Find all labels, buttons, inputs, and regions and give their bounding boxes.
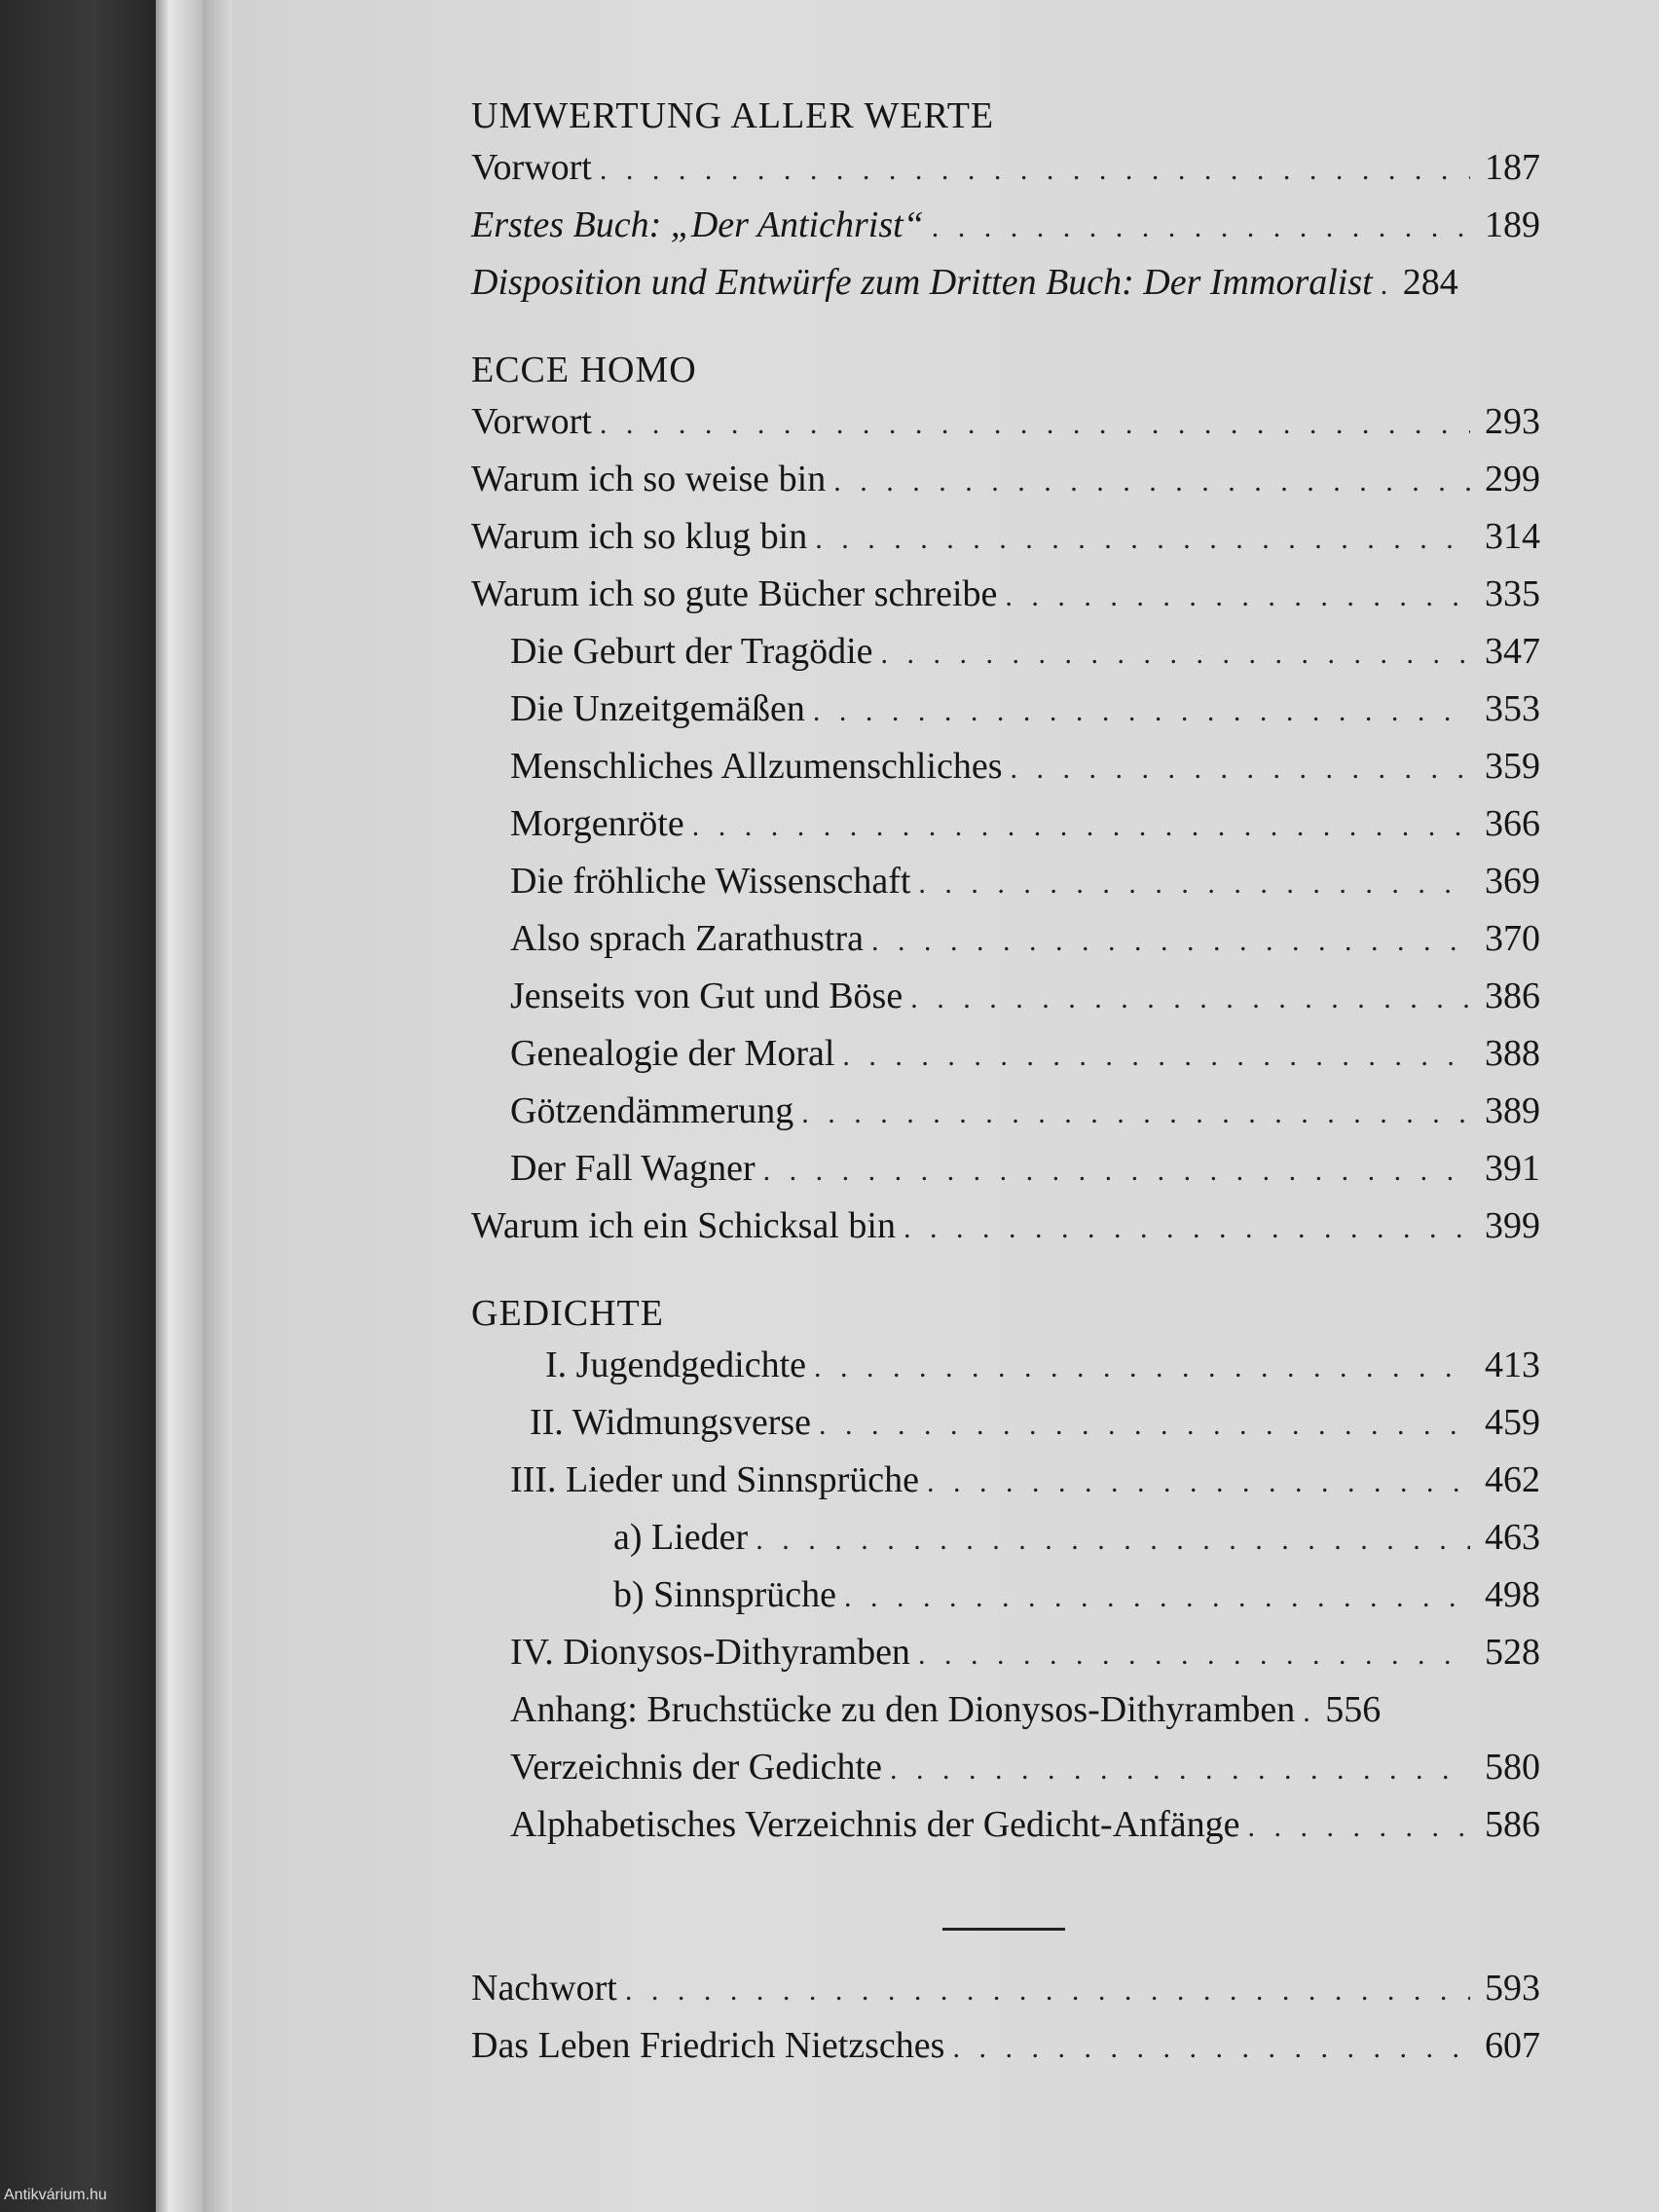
entry-page: 388 <box>1485 1033 1540 1074</box>
entry-title: Die Unzeitgemäßen <box>510 688 805 729</box>
entry-page: 284 <box>1402 262 1458 303</box>
leader-dots <box>890 1753 1470 1787</box>
toc-entry <box>471 745 1540 802</box>
entry-page: 359 <box>1485 746 1540 787</box>
section-heading: GEDICHTE <box>471 1293 664 1334</box>
entry-title: Warum ich so weise bin <box>471 459 827 499</box>
table-of-contents <box>471 86 1540 1861</box>
entry-title: IV. Dionysos-Dithyramben <box>510 1632 910 1673</box>
section-heading: UMWERTUNG ALLER WERTE <box>471 95 995 136</box>
leader-dots <box>815 523 1470 556</box>
leader-dots <box>756 1524 1470 1557</box>
toc-entry <box>471 1089 1540 1147</box>
watermark: Antikvárium.hu <box>4 2187 107 2203</box>
entry-title: Nachwort <box>471 1968 617 2009</box>
entry-page: 347 <box>1485 631 1540 672</box>
entry-page: 586 <box>1485 1804 1540 1845</box>
leader-dots <box>842 1040 1470 1073</box>
toc-entry <box>471 203 1540 261</box>
entry-title: Die Geburt der Tragödie <box>510 631 873 672</box>
toc-entry <box>471 1967 1540 2024</box>
entry-page: 498 <box>1485 1574 1540 1615</box>
page-edge <box>156 0 203 2212</box>
entry-page: 366 <box>1485 803 1540 844</box>
entry-title: Jenseits von Gut und Böse <box>510 976 903 1016</box>
leader-dots <box>625 1974 1470 2008</box>
entry-page: 459 <box>1485 1402 1540 1443</box>
toc-entry <box>471 917 1540 975</box>
toc-entry <box>471 975 1540 1032</box>
leader-dots <box>881 638 1470 671</box>
toc-entry <box>471 1401 1540 1458</box>
entry-page: 593 <box>1485 1968 1540 2009</box>
section-gap <box>471 1262 1540 1283</box>
leader-dots <box>819 1409 1470 1442</box>
entry-page: 293 <box>1485 401 1540 442</box>
toc-entry <box>471 515 1540 572</box>
leader-dots <box>1381 269 1388 302</box>
toc-entry <box>471 1516 1540 1573</box>
toc-entry <box>471 687 1540 745</box>
toc-entry <box>471 458 1540 515</box>
toc-entry <box>471 1688 1540 1746</box>
entry-page: 299 <box>1485 459 1540 499</box>
leader-dots <box>763 1155 1470 1188</box>
leader-dots <box>871 925 1470 958</box>
entry-page: 370 <box>1485 918 1540 959</box>
entry-title: Also sprach Zarathustra <box>510 918 864 959</box>
leader-dots <box>952 2032 1470 2065</box>
leader-dots <box>1005 580 1470 613</box>
toc-entry <box>471 146 1540 203</box>
toc-entry <box>471 1032 1540 1089</box>
leader-dots <box>600 408 1470 441</box>
toc-entry <box>471 1147 1540 1204</box>
leader-dots <box>1303 1696 1310 1729</box>
leader-dots <box>600 154 1470 187</box>
toc-entry <box>471 1746 1540 1803</box>
entry-page: 314 <box>1485 516 1540 557</box>
entry-title: I. Jugendgedichte <box>545 1345 807 1385</box>
toc-entry <box>471 1573 1540 1631</box>
toc-entry <box>471 630 1540 687</box>
leader-dots <box>801 1097 1470 1130</box>
leader-dots <box>918 1639 1470 1672</box>
leader-dots <box>918 867 1470 901</box>
entry-page: 335 <box>1485 573 1540 614</box>
toc-entry <box>471 261 1540 318</box>
entry-title: Disposition und Entwürfe zum Dritten Buch: Der Immoralist <box>471 262 1373 303</box>
toc-entry <box>471 572 1540 630</box>
entry-page: 580 <box>1485 1747 1540 1788</box>
entry-page: 353 <box>1485 688 1540 729</box>
toc-entry <box>471 1204 1540 1262</box>
entry-title: Die fröhliche Wissenschaft <box>510 861 911 902</box>
entry-title: Vorwort <box>471 401 592 442</box>
section-divider <box>942 1928 1065 1931</box>
entry-title: Anhang: Bruchstücke zu den Dionysos-Dithyramben <box>510 1689 1296 1730</box>
entry-page: 556 <box>1325 1689 1382 1730</box>
leader-dots <box>844 1581 1470 1614</box>
leader-dots <box>814 1351 1470 1384</box>
toc-entry <box>471 400 1540 458</box>
toc-entry <box>471 2024 1540 2082</box>
leader-dots <box>1011 753 1471 786</box>
section-heading: ECCE HOMO <box>471 350 697 390</box>
entry-page: 528 <box>1485 1632 1540 1673</box>
entry-title: III. Lieder und Sinnsprüche <box>510 1459 919 1500</box>
entry-title: Erstes Buch: „Der Antichrist“ <box>471 204 924 245</box>
entry-title: Menschliches Allzumenschliches <box>510 746 1003 787</box>
entry-title: Warum ich so gute Bücher schreibe <box>471 573 998 614</box>
leader-dots <box>813 695 1470 728</box>
entry-title: a) Lieder <box>613 1517 749 1558</box>
entry-page: 386 <box>1485 976 1540 1016</box>
entry-title: Alphabetisches Verzeichnis der Gedicht-Anfänge <box>510 1804 1240 1845</box>
entry-title: Götzendämmerung <box>510 1090 794 1131</box>
leader-dots <box>910 982 1470 1015</box>
leader-dots <box>1248 1811 1470 1844</box>
leader-dots <box>903 1212 1470 1245</box>
entry-title: Das Leben Friedrich Nietzsches <box>471 2025 945 2066</box>
entry-page: 189 <box>1485 204 1540 245</box>
toc-entry <box>471 1344 1540 1401</box>
toc-entry <box>471 1458 1540 1516</box>
entry-title: II. Widmungsverse <box>530 1402 812 1443</box>
entry-title: Genealogie der Moral <box>510 1033 835 1074</box>
entry-page: 607 <box>1485 2025 1540 2066</box>
toc-entry <box>471 802 1540 860</box>
toc-entry <box>471 1803 1540 1861</box>
entry-title: Warum ich ein Schicksal bin <box>471 1205 896 1246</box>
leader-dots <box>692 810 1470 843</box>
entry-title: Warum ich so klug bin <box>471 516 808 557</box>
page-gutter <box>203 0 232 2212</box>
toc-entry <box>471 1631 1540 1688</box>
book-spine <box>0 0 156 2212</box>
entry-title: b) Sinnsprüche <box>613 1574 837 1615</box>
entry-page: 187 <box>1485 147 1540 188</box>
entry-title: Morgenröte <box>510 803 684 844</box>
leader-dots <box>932 211 1470 244</box>
section-gap <box>471 318 1540 340</box>
entry-title: Vorwort <box>471 147 592 188</box>
backmatter <box>471 1967 1540 2082</box>
entry-page: 391 <box>1485 1148 1540 1189</box>
entry-title: Verzeichnis der Gedichte <box>510 1747 882 1788</box>
entry-page: 463 <box>1485 1517 1540 1558</box>
entry-page: 413 <box>1485 1345 1540 1385</box>
entry-page: 399 <box>1485 1205 1540 1246</box>
leader-dots <box>833 465 1470 498</box>
entry-title: Der Fall Wagner <box>510 1148 756 1189</box>
entry-page: 462 <box>1485 1459 1540 1500</box>
toc-entry <box>471 860 1540 917</box>
leader-dots <box>927 1466 1470 1499</box>
entry-page: 369 <box>1485 861 1540 902</box>
entry-page: 389 <box>1485 1090 1540 1131</box>
